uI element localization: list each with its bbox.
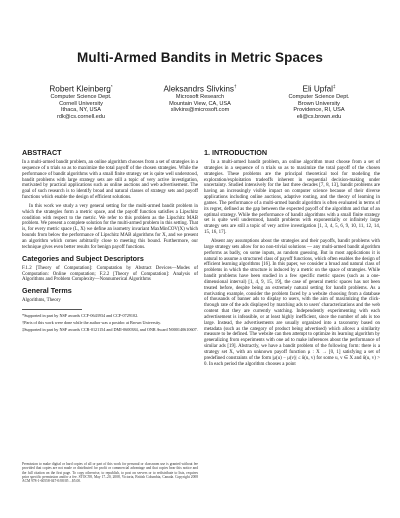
right-column — [204, 148, 380, 371]
author-name: Robert Kleinberg — [49, 84, 111, 94]
author-org: Mountain View, CA, USA — [169, 100, 231, 107]
paper-title: Multi-Armed Bandits in Metric Spaces — [77, 50, 323, 65]
author-location: slivkins@microsoft.com — [170, 107, 230, 114]
categories-heading: Categories and Subject Descriptors — [22, 253, 144, 263]
footnote: ‡Supported in part by NSF awards CCR-0121154 and DMI-0600384, and ONR Award N000140610607. — [22, 327, 198, 333]
introduction-heading: 1. INTRODUCTION — [204, 148, 268, 157]
introduction-paragraph-1: In a multi-armed bandit problem, an online algorithm must choose from a set of strategies in a sequence of n trials so as to maximize the total payoff of the chosen strategies. These problems are the principal theoretical tool for modeling the exploration/exploitation tradeoffs inherent in sequential decision-making under uncertainty. Studied intensively for the last three decades [7, 8, 13], bandit problems are having an increasingly visible impact on computer science because of their diverse applications including online auctions, adaptive routing, and the theory of learning in games. The performance of a multi-armed bandit algorithm is often evaluated in terms of its regret, defined as the gap between the expected payoff of the algorithm and that of an optimal strategy. While the performance of bandit algorithms with a small finite strategy set is quite well understood, bandit problems with exponentially or infinitely large strategy sets are still a topic of very active investigation [1, 3, 4, 5, 6, 9, 10, 11, 12, 14, 15, 16, 17]. — [204, 160, 380, 236]
author-location: Ithaca, NY, USA — [60, 107, 101, 114]
author-email: eli@cs.brown.edu — [296, 114, 342, 121]
author-org: Brown University — [298, 100, 340, 107]
left-column — [22, 148, 198, 334]
author-name: Aleksandrs Slivkins — [163, 84, 234, 94]
author-org: Cornell University — [59, 100, 103, 107]
author-footnote-mark: ‡ — [332, 84, 336, 89]
categories-text: F.1.2 [Theory of Computation]: Computation by Abstract Devices—Modes of Computation: Online computation; F.2.2 [Theory of Computation]: Analysis of Algorithms and Problem Complexity—Nonnumerical Algorithms — [22, 265, 198, 283]
author-affiliation: Microsoft Research — [175, 93, 225, 100]
general-terms-heading: General Terms — [22, 286, 72, 296]
permission-notice: Permission to make digital or hard copies of all or part of this work for personal or classroom use is granted without fee provided that copies are not made or distributed for profit or commercial advantage and that copies bear this notice and the full citation on the first page. To copy otherwise, to republish, to post on servers or to redistribute to lists, requires prior specific permission and/or a fee. STOC'08, May 17–20, 2008, Victoria, British Columbia, Canada. Copyright 2008 ACM 978-1-60558-047-0/08/05 ...$5.00. — [22, 462, 198, 484]
author-3 — [260, 82, 378, 121]
author-name: Eli Upfal — [302, 84, 333, 94]
footnote: *Supported in part by NSF awards CCF-0643934 and CCF-0729102. — [22, 313, 139, 319]
author-affiliation: Computer Science Dept. — [50, 93, 112, 100]
footnote-divider — [22, 309, 82, 310]
general-terms-text: Algorithms, Theory — [22, 298, 61, 304]
author-2 — [141, 82, 259, 121]
author-email: rdk@cs.cornell.edu — [57, 114, 105, 121]
introduction-paragraph-2: Absent any assumptions about the strategies and their payoffs, bandit problems with large strategy sets allow for no non-trivial solutions — any multi-armed bandit algorithm performs as badly, on some inputs, as random guessing. But in most applications it is natural to assume a structured class of payoff functions, which often enables the design of efficient learning algorithms [16]. In this paper, we consider a broad and natural class of problems in which the structure is induced by a metric on the space of strategies. While bandit problems have been studied in a few specific metric spaces (such as a one-dimensional interval) [1, 4, 9, 15, 19], the case of general metric spaces has not been treated before, despite being an extremely natural setting for bandit problems. As a motivating example, consider the problem faced by a website choosing from a database of thousands of banner ads to display to users, with the aim of maximizing the click-through rate of the ads displayed by matching ads to users' characterizations and the web content that they are currently watching. Independently experimenting with each advertisement is infeasible, or at least highly inefficient, since the number of ads is too large. Instead, the advertisements are usually organized into a taxonomy based on metadata (such as the category of product being advertised) which allows a similarity measure to be defined. The website can then attempt to optimize its learning algorithm by generalizing from experiments with one ad to make inferences about the performance of similar ads [19]. Abstractly, we have a bandit problem of the following form: there is a strategy set X, with an unknown payoff function μ : X → [0, 1] satisfying a set of predefined constraints of the form |μ(u) − μ(v)| ≤ δ(u, v) for some u, v ∈ X and δ(u, v) > 0. In each period the algorithm chooses a point — [204, 238, 380, 367]
abstract-heading: ABSTRACT — [22, 148, 62, 157]
author-location: Providence, RI, USA — [293, 107, 345, 114]
author-footnote-mark: † — [234, 84, 237, 89]
abstract-paragraph-1: In a multi-armed bandit problem, an online algorithm chooses from a set of strategies in a sequence of n trials so as to maximize the total payoff of the chosen strategies. While the performance of bandit algorithms with a small finite strategy set is quite well understood, bandit problems with large strategy sets are still a topic of very active investigation, motivated by practical applications such as online auctions and web advertisement. The goal of such research is to identify broad and natural classes of strategy sets and payoff functions which enable the design of efficient solutions. — [22, 160, 198, 201]
abstract-paragraph-2: In this work we study a very general setting for the multi-armed bandit problem in which the strategies form a metric space, and the payoff function satisfies a Lipschitz condition with respect to the metric. We refer to this problem as the Lipschitz MAB problem. We present a complete solution for the multi-armed problem in this setting. That is, for every metric space (L, X) we define an isometry invariant MaxMinCOV(X) which bounds from below the performance of Lipschitz MAB algorithms for X, and we present an algorithm which comes arbitrarily close to meeting this bound. Furthermore, our technique gives even better results for benign payoff functions. — [22, 203, 198, 250]
author-affiliation: Computer Science Dept. — [288, 93, 350, 100]
author-1 — [22, 82, 140, 121]
author-block — [22, 82, 378, 121]
footnote: †Parts of this work were done while the author was a postdoc at Brown University. — [22, 320, 161, 326]
author-footnote-mark: * — [110, 84, 113, 89]
